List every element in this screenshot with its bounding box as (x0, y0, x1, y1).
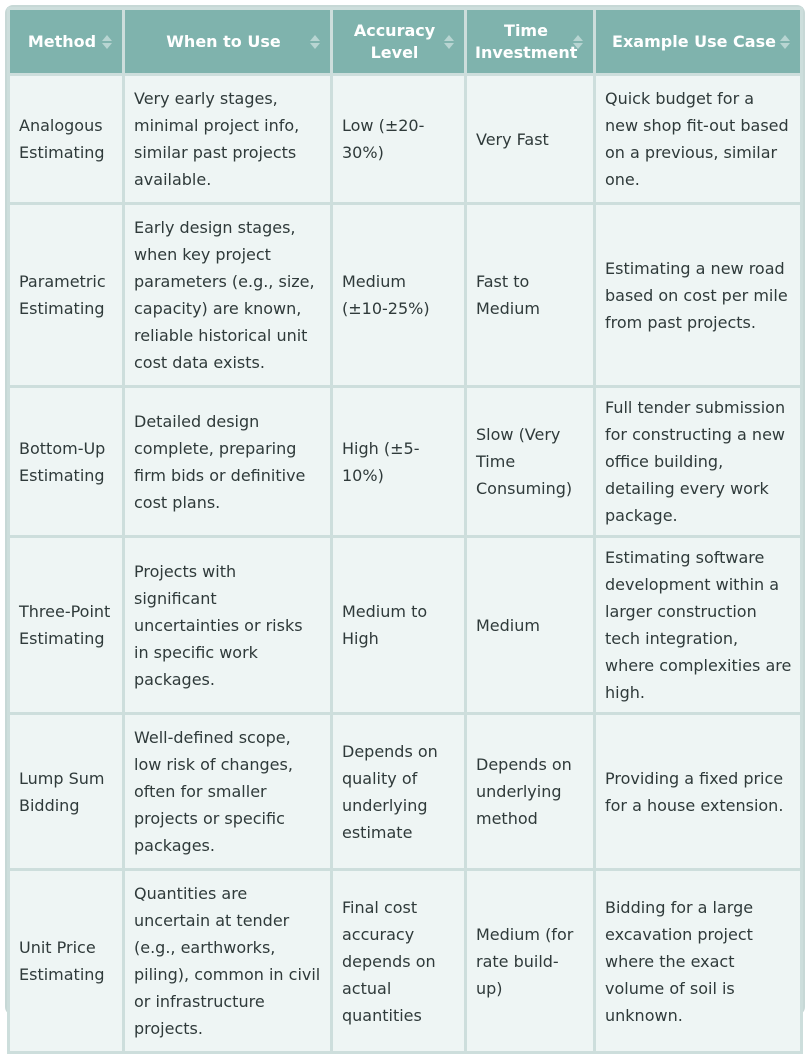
example-use-case-cell: Estimating software development within a larger construction tech integration, where complexities are high. (596, 538, 800, 712)
sort-icon[interactable] (102, 34, 112, 50)
accuracy-level-cell: Final cost accuracy depends on actual quantities (333, 871, 464, 1051)
table-row (10, 205, 800, 385)
accuracy-level-cell: Low (±20-30%) (333, 76, 464, 202)
sort-icon[interactable] (310, 34, 320, 50)
column-header-accuracy-level[interactable] (333, 10, 464, 73)
table-row (10, 871, 800, 1051)
estimating-methods-table-container (5, 5, 805, 1038)
time-investment-cell: Slow (Very Time Consuming) (467, 388, 593, 535)
table-row (10, 76, 800, 202)
header-label: Method (27, 31, 97, 51)
accuracy-level-cell: Depends on quality of underlying estimate (333, 715, 464, 868)
time-investment-cell: Medium (for rate build-up) (467, 871, 593, 1051)
method-cell: Lump Sum Bidding (10, 715, 122, 868)
when-to-use-cell: Early design stages, when key project parameters (e.g., size, capacity) are known, reliable historical unit cost data exists. (125, 205, 330, 385)
method-cell: Analogous Estimating (10, 76, 122, 202)
table-row (10, 538, 800, 712)
when-to-use-cell: Well-defined scope, low risk of changes, often for smaller projects or specific packages. (125, 715, 330, 868)
header-label: Example Use Case (612, 31, 776, 51)
accuracy-level-cell: Medium to High (333, 538, 464, 712)
column-header-example-use-case[interactable] (596, 10, 800, 73)
time-investment-cell: Fast to Medium (467, 205, 593, 385)
when-to-use-cell: Very early stages, minimal project info, similar past projects available. (125, 76, 330, 202)
example-use-case-cell: Estimating a new road based on cost per mile from past projects. (596, 205, 800, 385)
column-header-method[interactable] (10, 10, 122, 73)
method-cell: Bottom-Up Estimating (10, 388, 122, 535)
time-investment-cell: Very Fast (467, 76, 593, 202)
time-investment-cell: Medium (467, 538, 593, 712)
column-header-time-investment[interactable] (467, 10, 593, 73)
accuracy-level-cell: High (±5-10%) (333, 388, 464, 535)
method-cell: Unit Price Estimating (10, 871, 122, 1051)
time-investment-cell: Depends on underlying method (467, 715, 593, 868)
sort-icon[interactable] (573, 34, 583, 50)
sort-icon[interactable] (444, 34, 454, 50)
example-use-case-cell: Full tender submission for constructing a new office building, detailing every work package. (596, 388, 800, 535)
header-label: Time Investment (475, 20, 578, 62)
when-to-use-cell: Detailed design complete, preparing firm bids or definitive cost plans. (125, 388, 330, 535)
when-to-use-cell: Quantities are uncertain at tender (e.g., earthworks, piling), common in civil or infrastructure projects. (125, 871, 330, 1051)
sort-icon[interactable] (780, 34, 790, 50)
example-use-case-cell: Quick budget for a new shop fit-out based on a previous, similar one. (596, 76, 800, 202)
method-cell: Three-Point Estimating (10, 538, 122, 712)
header-row (10, 10, 800, 73)
table-row (10, 388, 800, 535)
header-label: Accuracy Level (353, 20, 436, 62)
example-use-case-cell: Bidding for a large excavation project where the exact volume of soil is unknown. (596, 871, 800, 1051)
header-label: When to Use (166, 31, 281, 51)
accuracy-level-cell: Medium (±10-25%) (333, 205, 464, 385)
when-to-use-cell: Projects with significant uncertainties or risks in specific work packages. (125, 538, 330, 712)
estimating-methods-table (7, 7, 803, 1054)
method-cell: Parametric Estimating (10, 205, 122, 385)
column-header-when-to-use[interactable] (125, 10, 330, 73)
example-use-case-cell: Providing a fixed price for a house extension. (596, 715, 800, 868)
table-row (10, 715, 800, 868)
